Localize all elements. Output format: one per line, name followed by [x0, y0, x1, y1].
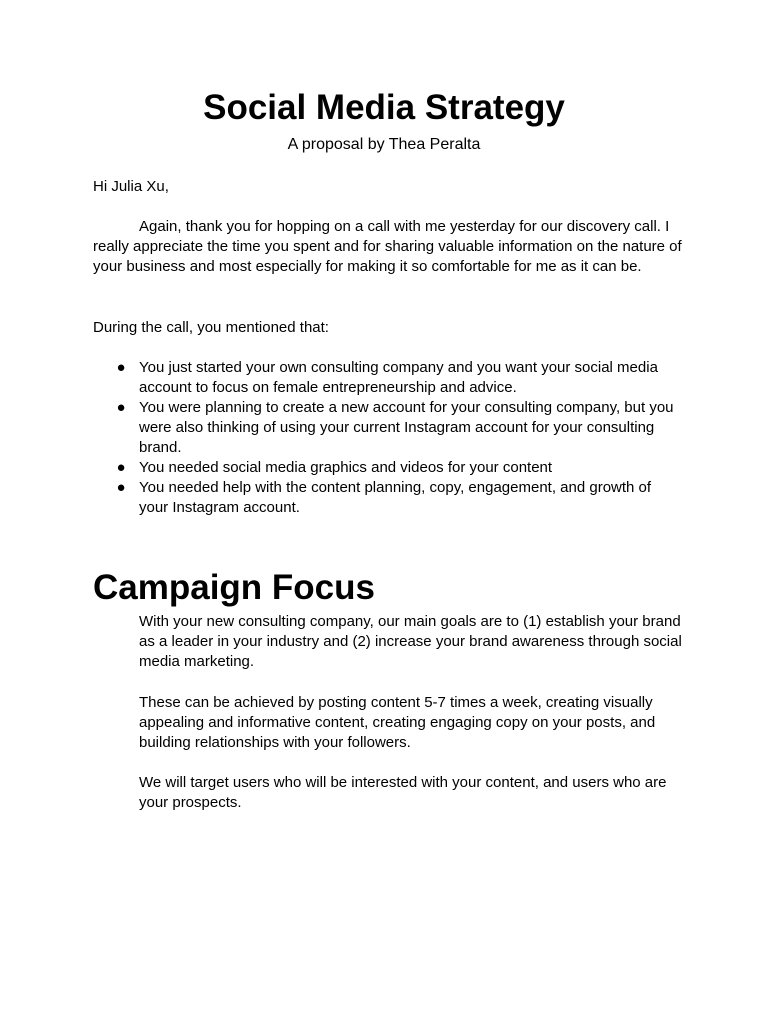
section-heading-campaign-focus: Campaign Focus: [93, 568, 375, 607]
list-item: [93, 398, 683, 458]
bullet-icon: ●: [116, 359, 126, 376]
list-item: [93, 478, 683, 518]
list-item: [93, 358, 683, 398]
list-item: [93, 458, 683, 478]
document-subtitle: A proposal by Thea Peralta: [287, 136, 481, 153]
list-item-text: You needed social media graphics and videos for your content: [139, 459, 553, 476]
list-item-text: You just started your own consulting company and you want your social media account to focus on female entrepreneurship and advice.: [139, 359, 658, 396]
campaign-paragraph: These can be achieved by posting content 5-7 times a week, creating visually appealing and informative content, creating engaging copy on your posts, and building relationships with your followers.: [139, 694, 656, 751]
greeting: Hi Julia Xu,: [93, 178, 169, 195]
campaign-paragraph: With your new consulting company, our main goals are to (1) establish your brand as a leader in your industry and (2) increase your brand awareness through social media marketing.: [139, 613, 682, 670]
bullet-icon: ●: [116, 399, 126, 416]
bullet-icon: ●: [116, 459, 126, 476]
mentioned-points-list: [93, 358, 683, 518]
campaign-paragraph: We will target users who will be interested with your content, and users who are your prospects.: [139, 774, 667, 811]
list-item-text: You needed help with the content planning, copy, engagement, and growth of your Instagram account.: [139, 479, 652, 516]
list-item-text: You were planning to create a new account for your consulting company, but you were also thinking of using your current Instagram account for your consulting brand.: [139, 399, 674, 456]
document-title: Social Media Strategy: [203, 88, 565, 127]
lead-in-text: During the call, you mentioned that:: [93, 319, 329, 336]
bullet-icon: ●: [116, 479, 126, 496]
intro-paragraph: Again, thank you for hopping on a call with me yesterday for our discovery call. I really appreciate the time you spent and for sharing valuable information on the nature of your business and most especially for making it so comfortable for me as it can be.: [93, 218, 682, 275]
